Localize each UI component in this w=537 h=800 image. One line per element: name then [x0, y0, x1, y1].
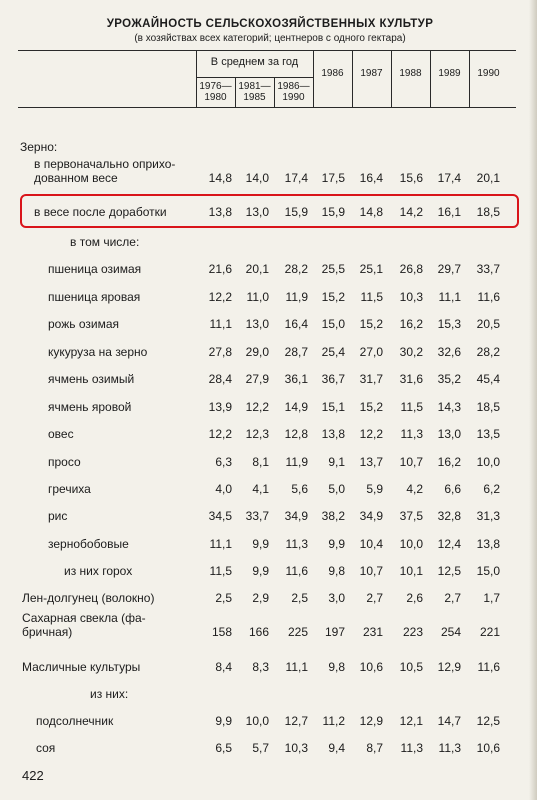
- table-cell: 11,1: [438, 290, 461, 304]
- table-cell: 5,9: [366, 482, 383, 496]
- table-cell: 2,6: [406, 591, 423, 605]
- table-cell: 9,4: [328, 741, 345, 755]
- table-cell: 13,9: [208, 400, 232, 414]
- table-cell: 5,0: [328, 482, 345, 496]
- header-year: 1989: [438, 68, 461, 79]
- table-cell: 26,8: [399, 262, 423, 276]
- table-cell: 16,4: [359, 171, 383, 185]
- table-cell: 13,8: [321, 427, 345, 441]
- table-cell: 9,1: [328, 455, 345, 469]
- table-cell: 10,6: [476, 741, 500, 755]
- table-title: УРОЖАЙНОСТЬ СЕЛЬСКОХОЗЯЙСТВЕННЫХ КУЛЬТУР: [106, 18, 434, 30]
- table-cell: 11,3: [438, 741, 461, 755]
- table-cell: 11,3: [400, 741, 423, 755]
- table-cell: 31,6: [399, 372, 423, 386]
- table-cell: 21,6: [208, 262, 232, 276]
- table-cell: 16,4: [284, 317, 308, 331]
- header-top-rule: [18, 50, 516, 51]
- table-cell: 30,2: [399, 345, 423, 359]
- header-period: 1986— 1990: [277, 81, 310, 103]
- table-cell: 9,8: [328, 660, 345, 674]
- row-label: просо: [48, 455, 81, 469]
- row-label: зернобобовые: [48, 537, 129, 551]
- table-cell: 11,1: [209, 537, 232, 551]
- table-cell: 4,1: [252, 482, 269, 496]
- table-cell: 11,9: [285, 290, 308, 304]
- table-cell: 15,3: [437, 317, 461, 331]
- table-cell: 8,3: [252, 660, 269, 674]
- row-label: из них горох: [64, 564, 133, 578]
- table-cell: 38,2: [321, 509, 345, 523]
- header-period: 1976— 1980: [199, 81, 232, 103]
- table-cell: 12,5: [437, 564, 461, 578]
- table-cell: 25,1: [359, 262, 383, 276]
- table-cell: 223: [402, 625, 423, 639]
- table-cell: 8,4: [215, 660, 232, 674]
- table-cell: 15,1: [321, 400, 345, 414]
- table-cell: 14,0: [245, 171, 269, 185]
- table-cell: 10,6: [359, 660, 383, 674]
- page-number: 422: [22, 768, 44, 783]
- table-cell: 12,5: [476, 714, 500, 728]
- table-cell: 15,9: [284, 205, 308, 219]
- row-label: в том числе:: [70, 235, 140, 249]
- table-subtitle: (в хозяйствах всех категорий; центнеров с одного гектара): [134, 33, 406, 44]
- table-cell: 12,2: [245, 400, 269, 414]
- row-label: гречиха: [48, 482, 91, 496]
- table-cell: 13,8: [208, 205, 232, 219]
- table-cell: 12,9: [359, 714, 383, 728]
- table-cell: 2,5: [291, 591, 308, 605]
- row-label: Лен-долгунец (волокно): [22, 591, 155, 605]
- table-cell: 9,8: [328, 564, 345, 578]
- table-cell: 5,7: [252, 741, 269, 755]
- table-cell: 28,2: [284, 262, 308, 276]
- page-edge-shadow: [529, 0, 537, 800]
- header-year: 1986: [321, 68, 344, 79]
- table-cell: 1,7: [483, 591, 500, 605]
- table-cell: 11,2: [322, 714, 345, 728]
- table-cell: 166: [248, 625, 269, 639]
- table-cell: 2,9: [252, 591, 269, 605]
- row-label: пшеница озимая: [48, 262, 142, 276]
- table-cell: 28,2: [476, 345, 500, 359]
- table-cell: 3,0: [328, 591, 345, 605]
- table-cell: 12,4: [437, 537, 461, 551]
- table-cell: 12,9: [437, 660, 461, 674]
- table-cell: 14,2: [399, 205, 423, 219]
- row-label: кукуруза на зерно: [48, 345, 148, 359]
- table-cell: 6,3: [215, 455, 232, 469]
- table-cell: 31,3: [476, 509, 500, 523]
- table-cell: 13,8: [476, 537, 500, 551]
- table-cell: 11,1: [209, 317, 232, 331]
- table-cell: 2,7: [366, 591, 383, 605]
- table-cell: 20,5: [476, 317, 500, 331]
- table-cell: 11,6: [477, 660, 500, 674]
- table-cell: 27,8: [208, 345, 232, 359]
- table-cell: 32,6: [437, 345, 461, 359]
- table-cell: 34,9: [284, 509, 308, 523]
- table-cell: 12,7: [284, 714, 308, 728]
- table-cell: 15,2: [359, 400, 383, 414]
- table-cell: 225: [287, 625, 308, 639]
- table-cell: 15,0: [476, 564, 500, 578]
- table-cell: 8,7: [366, 741, 383, 755]
- row-label: овес: [48, 427, 74, 441]
- row-label: соя: [36, 741, 56, 755]
- header-year: 1988: [399, 68, 422, 79]
- table-cell: 9,9: [252, 537, 269, 551]
- table-cell: 13,7: [359, 455, 383, 469]
- table-cell: 11,3: [400, 427, 423, 441]
- row-label: подсолнечник: [36, 714, 114, 728]
- table-cell: 221: [479, 625, 500, 639]
- table-cell: 32,8: [437, 509, 461, 523]
- table-cell: 12,1: [399, 714, 423, 728]
- table-cell: 10,3: [284, 741, 308, 755]
- table-cell: 14,9: [284, 400, 308, 414]
- row-label-continuation: бричная): [22, 625, 73, 639]
- table-cell: 34,5: [208, 509, 232, 523]
- table-cell: 36,1: [284, 372, 308, 386]
- table-cell: 27,0: [359, 345, 383, 359]
- table-cell: 11,5: [360, 290, 383, 304]
- row-label: ячмень озимый: [48, 372, 135, 386]
- table-cell: 11,3: [285, 537, 308, 551]
- table-cell: 10,0: [476, 455, 500, 469]
- row-label: ячмень яровой: [48, 400, 132, 414]
- table-cell: 37,5: [399, 509, 423, 523]
- table-cell: 15,2: [359, 317, 383, 331]
- table-cell: 4,0: [215, 482, 232, 496]
- table-cell: 12,2: [208, 427, 232, 441]
- table-cell: 14,8: [208, 171, 232, 185]
- table-cell: 6,6: [444, 482, 461, 496]
- header-mid-rule: [196, 77, 313, 78]
- table-cell: 11,5: [400, 400, 423, 414]
- table-cell: 14,8: [359, 205, 383, 219]
- row-label: в первоначально оприхо-: [34, 157, 176, 171]
- table-cell: 20,1: [245, 262, 269, 276]
- row-label: рожь озимая: [48, 317, 119, 331]
- table-cell: 13,0: [245, 205, 269, 219]
- header-year: 1987: [360, 68, 383, 79]
- table-cell: 36,7: [321, 372, 345, 386]
- row-label-continuation: дованном весе: [34, 171, 118, 185]
- table-cell: 15,9: [321, 205, 345, 219]
- table-cell: 17,5: [321, 171, 345, 185]
- table-cell: 15,0: [321, 317, 345, 331]
- table-cell: 16,2: [437, 455, 461, 469]
- table-cell: 11,5: [209, 564, 232, 578]
- row-label: Зерно:: [20, 140, 58, 154]
- table-cell: 6,5: [215, 741, 232, 755]
- row-label: Масличные культуры: [22, 660, 141, 674]
- table-cell: 18,5: [476, 400, 500, 414]
- table-cell: 9,9: [328, 537, 345, 551]
- header-avg-group: В среднем за год: [210, 56, 299, 68]
- table-cell: 10,5: [399, 660, 423, 674]
- row-label: из них:: [90, 687, 129, 701]
- table-cell: 12,2: [208, 290, 232, 304]
- table-cell: 13,0: [245, 317, 269, 331]
- table-cell: 6,2: [483, 482, 500, 496]
- table-cell: 14,7: [437, 714, 461, 728]
- table-cell: 10,0: [399, 537, 423, 551]
- table-cell: 12,2: [359, 427, 383, 441]
- table-cell: 31,7: [359, 372, 383, 386]
- table-cell: 2,5: [215, 591, 232, 605]
- row-label: Сахарная свекла (фа-: [22, 611, 146, 625]
- table-cell: 16,1: [437, 205, 461, 219]
- header-bottom-rule: [18, 107, 516, 108]
- table-cell: 5,6: [291, 482, 308, 496]
- table-cell: 10,4: [359, 537, 383, 551]
- table-cell: 29,0: [245, 345, 269, 359]
- table-cell: 8,1: [252, 455, 269, 469]
- row-label: в весе после доработки: [34, 205, 167, 219]
- table-cell: 10,1: [399, 564, 423, 578]
- table-cell: 10,0: [245, 714, 269, 728]
- table-cell: 254: [440, 625, 461, 639]
- table-cell: 33,7: [476, 262, 500, 276]
- table-cell: 13,0: [437, 427, 461, 441]
- table-cell: 11,1: [285, 660, 308, 674]
- table-cell: 10,7: [399, 455, 423, 469]
- table-cell: 34,9: [359, 509, 383, 523]
- table-cell: 10,7: [359, 564, 383, 578]
- table-cell: 28,4: [208, 372, 232, 386]
- table-cell: 15,2: [321, 290, 345, 304]
- table-cell: 20,1: [476, 171, 500, 185]
- table-cell: 45,4: [476, 372, 500, 386]
- table-cell: 11,0: [246, 290, 269, 304]
- table-cell: 197: [324, 625, 345, 639]
- table-cell: 29,7: [437, 262, 461, 276]
- table-cell: 27,9: [245, 372, 269, 386]
- table-cell: 13,5: [476, 427, 500, 441]
- row-label: рис: [48, 509, 68, 523]
- table-cell: 11,9: [285, 455, 308, 469]
- table-cell: 9,9: [215, 714, 232, 728]
- table-cell: 28,7: [284, 345, 308, 359]
- table-cell: 4,2: [406, 482, 423, 496]
- header-year: 1990: [477, 68, 500, 79]
- table-cell: 17,4: [284, 171, 308, 185]
- table-cell: 2,7: [444, 591, 461, 605]
- table-cell: 15,6: [399, 171, 423, 185]
- row-label: пшеница яровая: [48, 290, 141, 304]
- table-cell: 18,5: [476, 205, 500, 219]
- table-cell: 158: [211, 625, 232, 639]
- table-cell: 231: [362, 625, 383, 639]
- highlight-box: [20, 194, 519, 228]
- table-cell: 25,5: [321, 262, 345, 276]
- header-period: 1981— 1985: [238, 81, 271, 103]
- table-cell: 12,8: [284, 427, 308, 441]
- table-cell: 33,7: [245, 509, 269, 523]
- table-cell: 25,4: [321, 345, 345, 359]
- table-cell: 16,2: [399, 317, 423, 331]
- table-cell: 10,3: [399, 290, 423, 304]
- table-cell: 9,9: [252, 564, 269, 578]
- table-cell: 12,3: [245, 427, 269, 441]
- table-cell: 11,6: [285, 564, 308, 578]
- table-cell: 14,3: [437, 400, 461, 414]
- table-cell: 35,2: [437, 372, 461, 386]
- table-cell: 17,4: [437, 171, 461, 185]
- table-cell: 11,6: [477, 290, 500, 304]
